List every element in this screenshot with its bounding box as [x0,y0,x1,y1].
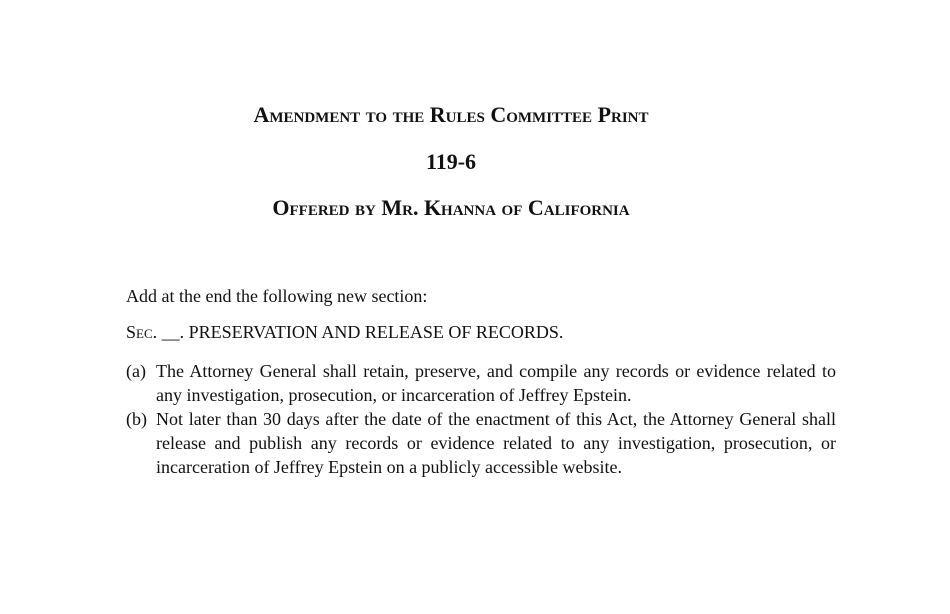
amendment-title: Amendment to the Rules Committee Print [253,102,649,127]
offered-by-line: Offered by Mr. Khanna of California [272,195,630,220]
section-heading [126,320,563,344]
print-number: 119-6 [425,149,477,174]
paragraph-a [126,359,836,407]
section-title: PRESERVATION AND RELEASE OF RECORDS. [188,322,564,342]
paragraph-marker: (a) [126,361,146,381]
section-number: __. [157,322,189,342]
section-prefix: Sec. [126,322,158,342]
intro-instruction: Add at the end the following new section: [126,286,428,306]
paragraph-marker: (b) [126,409,147,429]
paragraph-text: Not later than 30 days after the date of the enactment of this Act, the Attorney General shall release and publish any records or evidence related to any investigation, prosecution, or incarceration of Jeffrey Epstein on a publicly accessible website. [156,409,836,477]
paragraph-b [126,407,836,479]
paragraph-text: The Attorney General shall retain, preserve, and compile any records or evidence related to any investigation, prosecution, or incarceration of Jeffrey Epstein. [156,361,836,405]
